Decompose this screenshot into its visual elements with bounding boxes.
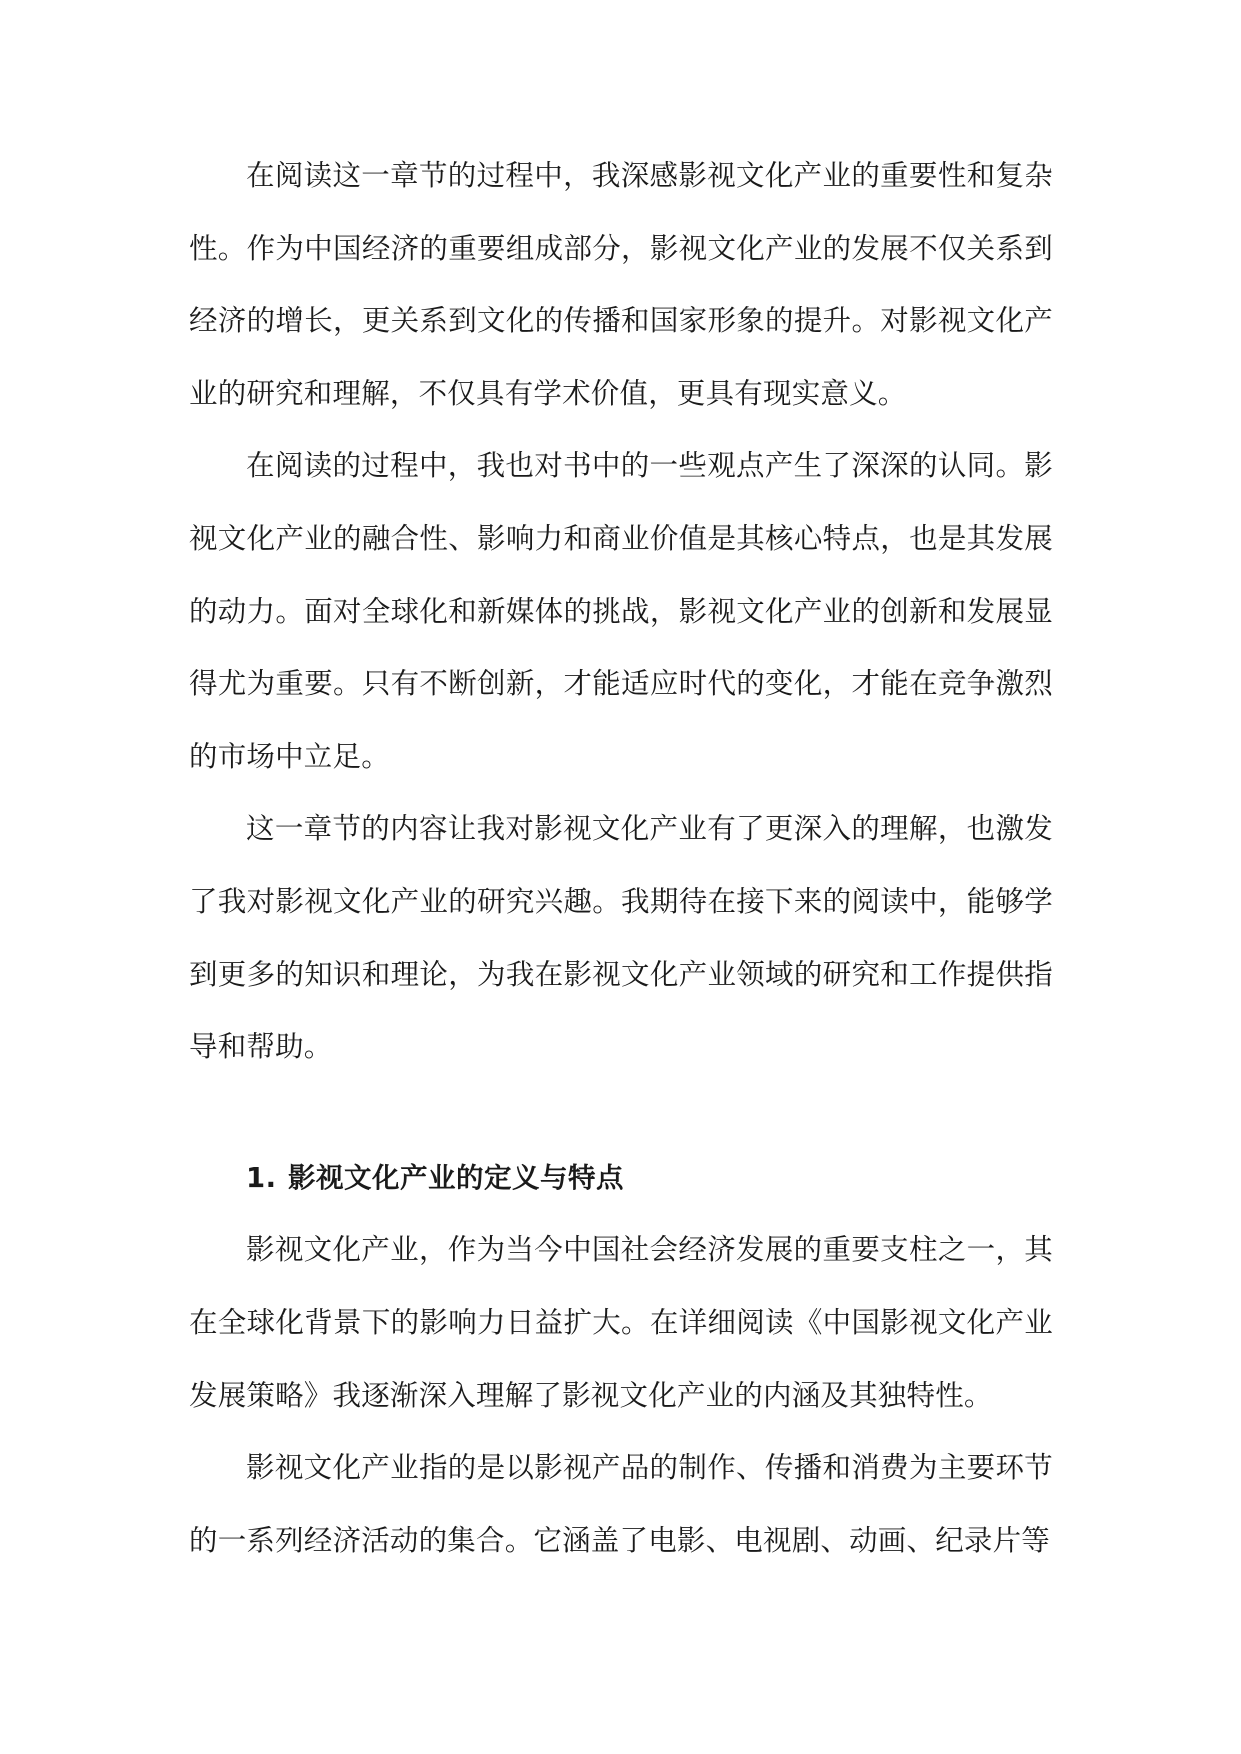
section-heading [189, 1142, 1053, 1215]
paragraph-industry-definition: 影视文化产业指的是以影视产品的制作、传播和消费为主要环节的一系列经济活动的集合。它涵盖了电影、电视剧、动画、纪录片等 [189, 1451, 1053, 1557]
paragraph-industry-overview: 影视文化产业，作为当今中国社会经济发展的重要支柱之一，其在全球化背景下的影响力日益扩大。在详细阅读《中国影视文化产业发展策略》我逐渐深入理解了影视文化产业的内涵及其独特性。 [189, 1233, 1053, 1412]
section-title: 影视文化产业的定义与特点 [288, 1161, 624, 1194]
section-number: 1. [246, 1161, 277, 1194]
paragraph-reflection-importance: 在阅读这一章节的过程中，我深感影视文化产业的重要性和复杂性。作为中国经济的重要组成部分，影视文化产业的发展不仅关系到经济的增长，更关系到文化的传播和国家形象的提升。对影视文化产业的研究和理解，不仅具有学术价值，更具有现实意义。 [189, 159, 1053, 410]
document-body [189, 140, 1053, 1577]
paragraph-reflection-agreement: 在阅读的过程中，我也对书中的一些观点产生了深深的认同。影视文化产业的融合性、影响力和商业价值是其核心特点，也是其发展的动力。面对全球化和新媒体的挑战，影视文化产业的创新和发展显得尤为重要。只有不断创新，才能适应时代的变化，才能在竞争激烈的市场中立足。 [189, 449, 1053, 773]
paragraph-reflection-interest: 这一章节的内容让我对影视文化产业有了更深入的理解，也激发了我对影视文化产业的研究兴趣。我期待在接下来的阅读中，能够学到更多的知识和理论，为我在影视文化产业领域的研究和工作提供指导和帮助。 [189, 812, 1053, 1064]
